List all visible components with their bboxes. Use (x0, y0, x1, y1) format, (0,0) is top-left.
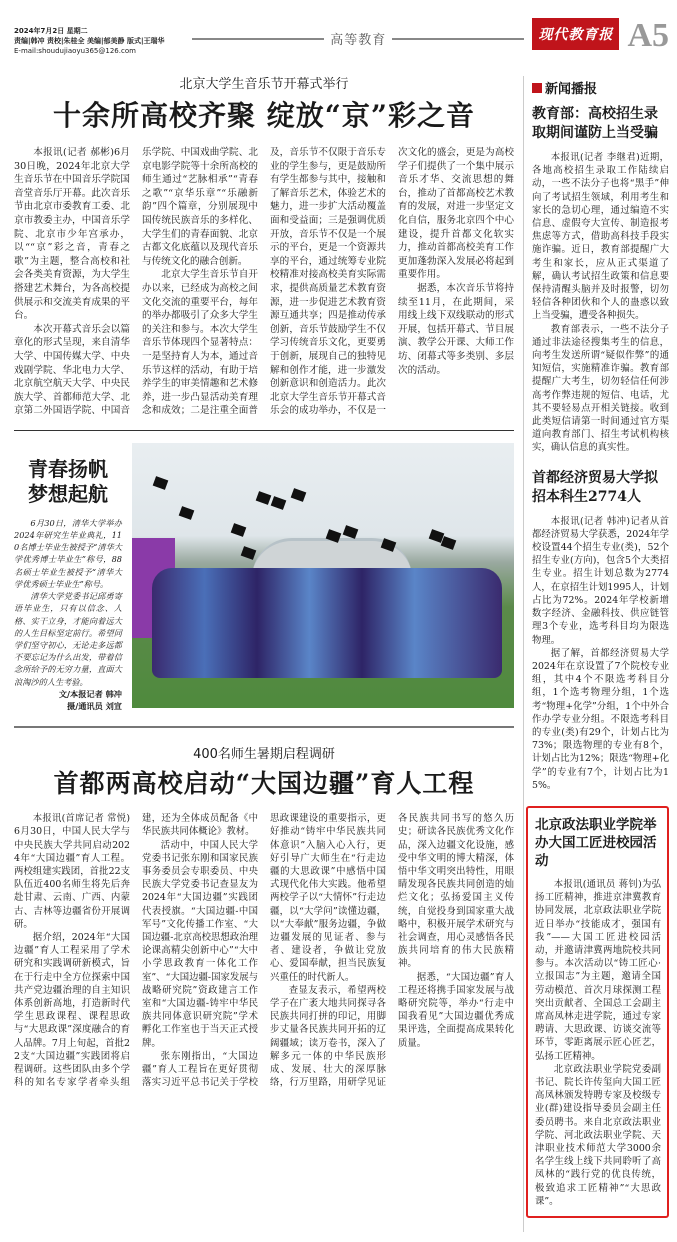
header-section-bar (192, 29, 524, 56)
contact-email: E-mail:shoudujiaoyu365@126.com (14, 47, 136, 55)
photo-story-body (14, 517, 122, 712)
header-meta (14, 26, 184, 56)
divider (14, 726, 514, 728)
page-number: A5 (627, 17, 669, 54)
red-square-icon (532, 83, 542, 93)
bottom-article-subtitle: 400名师生暑期启程调研 (193, 747, 335, 763)
divider (14, 430, 514, 431)
news-title: 首都经济贸易大学拟招本科生2774人 (532, 469, 658, 505)
photo-story-text (14, 443, 122, 712)
top-article-subtitle: 北京大学生音乐节开幕式举行 (179, 77, 349, 92)
top-article-body (14, 146, 514, 418)
paragraph: 6月30日，清华大学举办2024年研究生毕业典礼，110名博士毕业生被授予“清华大学优秀博士毕业生”称号，88名硕士毕业生被授予“清华大学优秀硕士毕业生”称号。 (14, 517, 122, 589)
paragraph: 本报讯(首席记者 常悦)6月30日，中国人民大学与中央民族大学共同启动2024年“大国边疆”育人工程。两校组建实践团，首批22支队伍近400名师生将先后奔赴甘肃、云南、广西、内蒙古、吉林等边疆省份开展调研。 (14, 813, 130, 930)
paragraph: 本报讯(记者 郝彬)6月30日晚，2024年北京大学生音乐节在中国音乐学院国音堂音乐厅开幕。此次音乐节由北京市委教育工委、北京市教委主办，中国音乐学院、北京市少年宫承办，以““京”彩之音，青春之歌”为主题，整合高校和社会各类美育资源，为大学生搭建艺术舞台，为各高校提供展示和交流美育成果的平台。 (14, 147, 130, 322)
photo-story-title (14, 457, 122, 507)
editor-credits: 责编|韩冲 责校|朱桂全 美编|郁美静 版式|王瑞华 (14, 37, 165, 45)
photo-credit-photo: 摄/通讯员 刘宣 (67, 700, 122, 711)
newspaper-logo: 现代教育报 (532, 18, 619, 50)
news-item (532, 469, 669, 792)
paragraph: 据悉，“大国边疆”育人工程还将携手国家发展与战略研究院等，举办“行走中国我看见”大国边疆优秀成果评选，全面提高成果转化质量。 (398, 971, 514, 1049)
issue-date: 2024年7月2日 星期二 (14, 27, 88, 35)
graduation-cap-icon (241, 546, 257, 560)
paragraph: 本报讯(记者 韩冲)记者从首都经济贸易大学获悉，2024年学校设置44个招生专业(类)，52个招生专业(方向)，包含5个大类招生专业。招生计划总数为2774人，在京招生计划1995人，计划占比为72%。2024年学校新增数字经济、金融科技、供应链管理3个专业，选考科目均为限选物理。 (532, 515, 669, 646)
highlighted-news-item (526, 806, 669, 1218)
news-item (532, 105, 669, 455)
graduates-group (152, 568, 502, 678)
column-label-text: 新闻播报 (545, 82, 598, 97)
graduation-cap-icon (271, 496, 287, 510)
paragraph: 张东刚指出，“大国边疆”育人工程旨在更好贯彻落实习近平总书记关于学校思政课建设的重要指示，更好推动“铸牢中华民族共同体意识”入脑入心入行，更好引导广大师生在“行走边疆的大思政课”中感悟中国式现代化伟大实践。他希望两校学子以“大情怀”行走边疆，以“大学问”读懂边疆，以“大奉献”服务边疆，争做边疆发展的见证者、参与者、建设者，争做让党放心、爱国奉献，担当民族复兴重任的时代新人。 (142, 813, 386, 1089)
graduation-cap-icon (179, 506, 195, 520)
title-line: 青春扬帆 (28, 456, 108, 481)
header-rule (192, 38, 324, 40)
photo-credit-text: 文/本报记者 韩冲 (58, 688, 122, 699)
graduation-cap-icon (231, 523, 247, 537)
paragraph: 北京政法职业学院党委副书记、院长许传玺向大国工匠高凤林颁发特聘专家及校级专业(群)建设指导委员会副主任委员聘书。来自北京政法职业学院、河北政法职业学院、天津职业技术师范大学3000余名学生线上线下共同聆听了高凤林的“践行党的优良传统，极致追求工匠精神”“大思政课”。 (535, 1063, 661, 1207)
graduation-photo (132, 443, 514, 708)
paragraph: 据了解，首都经济贸易大学2024年在京设置了7个院校专业组，其中4个不限选考科目分组，1个选考物理分组，1个选考“物理+化学”分组，1个中外合作办学专业分组。不限选考科目的专业(类)有29个，计划占比为73%；限选物理的专业有8个，计划占比为12%；限选“物理+化学”的专业有7个，计划占比为15%。 (532, 647, 669, 791)
paragraph: 据悉，本次音乐节将持续至11月，在此期间，采用线上线下双线联动的形式开展，包括开幕式、节目展演、教学公开课、大师工作坊、闭幕式等多类别、多层次的活动。 (398, 282, 514, 376)
page-layout (14, 76, 669, 1232)
paragraph: 教育部表示，一些不法分子通过非法途径搜集考生的信息，向考生发送所谓“疑似作弊”的通知短信，实施精准诈骗。教育部提醒广大考生，切勿轻信任何涉高考作弊违规的短信、电话，尤其不要轻易点开相关链接。收到此类短信请第一时间通过官方渠道向教育部门、招生考试机构核实，确认信息的真实性。 (532, 323, 669, 454)
graduation-cap-icon (291, 488, 307, 502)
news-title: 教育部：高校招生录取期间谨防上当受骗 (532, 106, 658, 141)
graduation-cap-icon (256, 491, 272, 505)
news-title: 北京政法职业学院举办大国工匠进校园活动 (535, 816, 657, 869)
graduation-cap-icon (343, 525, 359, 539)
paragraph: 本报讯(记者 李继君)近期，各地高校招生录取工作陆续启动，一些不法分子也将“黑手”伸向了考试招生领域，利用考生和家长的急切心理，通过编造不实信息、虚假夸大宣传、制造报考焦虑等方式，借助高科技手段实施诈骗。近日，教育部提醒广大考生和家长，应从正式渠道了解，确认考试招生政策和信息要保持清醒头脑并及时报警，切勿轻信各种团伙和个人的蛊惑以致上当受骗，遭受各种损失。 (532, 152, 669, 322)
page-header (14, 16, 669, 56)
paragraph: 查显友表示，希望两校学子在广袤大地共同探寻各民族共同打拼的印记，用脚步丈量各民族共同开拓的辽阔疆域；读万卷书，深入了解多元一体的中华民族形成、发展、壮大的深厚脉络，行万里路，用研学见证各民族共同书写的悠久历史；研读各民族优秀文化作品，深入边疆文化设施，感受中华文明的博大精深，体悟中华文明突出特性，用眼睛发现各民族共同创造的灿烂文化；弘扬爱国主义传统，自觉投身到国家重大战略中，积极开展学术研究与社会调查，用心灵感悟各民族共同培育的伟大民族精神。 (270, 813, 514, 1089)
paragraph: 北京大学生音乐节自开办以来，已经成为高校之间文化交流的重要平台，每年的举办都吸引了众多大学生的关注和参与。本次大学生音乐节体现四个显著特点：一是坚持育人为本，通过音乐节这样的活动，有助于培养学生的审美情趣和艺术修养，进一步凸显活动美育理念和成效；二是注重全面普及，音乐节不仅限于音乐专业的学生参与，更是鼓励所有学生都参与其中，接触和了解音乐艺术，体验艺术的魅力，进一步扩大活动覆盖面和受益面；三是强调优质开放，音乐节不仅是一个展示的平台，更是一个资源共享的平台，通过统筹专业院校精准对接高校美育实际需求，提供高质量艺术教育资源，进一步促进艺术教育资源互通共享；四是推动传承创新，音乐节鼓励学生不仅学习传统音乐文化，更要勇于创新，展现自己的独特见解和创作才能，进一步激发创新意识和创造活力。此次北京大学生音乐节开幕式音乐会的成功举办，不仅是一次文化的盛会，更是为高校学子们提供了一个集中展示音乐才华、交流思想的舞台，推动了首都高校艺术教育的发展，对进一步坚定文化自信，服务北京四个中心建设，提升首都文化软实力，推动首都高校美育工作更加蓬勃深入发展必将起到重要作用。 (142, 147, 514, 417)
graduation-cap-icon (441, 536, 457, 550)
bottom-article-headline: 首都两高校启动“大国边疆”育人工程 (53, 769, 475, 799)
main-column (14, 76, 514, 1232)
photo-story (14, 443, 514, 712)
section-title: 高等教育 (330, 33, 387, 48)
paragraph: 据介绍，2024年“大国边疆”育人工程采用了学术研究和实践调研新模式，旨在于行走中全方位探索中国共产党边疆治理的自主知识体系创新高地，打造新时代学生思政课程、课程思政与“大思政课”深度融合的育人品牌。7月上旬起，首批22支“大国边疆”实践团将启程调研。这些团队由多个学科的知名专家学者牵头组建，还为全体成员配备《中华民族共同体概论》教材。 (14, 813, 258, 1089)
news-column-label (532, 78, 669, 97)
news-sidebar (523, 76, 669, 1232)
title-line: 梦想起航 (28, 481, 108, 506)
paragraph: 本次开幕式音乐会以篇章化的形式呈现，来自清华大学、中国传媒大学、中央戏剧学院、华北电力大学、北京航空航天大学、中央民族大学、首都师范大学、北京第二外国语学院、中国音乐学院、中国戏曲学院、北京电影学院等十余所高校的师生通过“艺脉相承”“青春之歌”“京华乐章”“乐融新韵”四个篇章，分别展现中国传统民族音乐的多样化、大学生们的青春面貌、北京古都文化底蕴以及现代音乐与传统文化的融合创新。 (14, 147, 258, 417)
paragraph: 活动中，中国人民大学党委书记张东刚和国家民族事务委员会专职委员、中央民族大学党委书记查显友为2024年“大国边疆”实践团代表授旗。“大国边疆-中国军号”文化传播工作室、“大国边疆-北京高校思想政治理论课高精尖创新中心”“大中小学思政教育一体化工作室”、“大国边疆-国家发展与战略研究院”资政建言工作室和“大国边疆-铸牢中华民族共同体意识研究院”学术孵化工作室也于当天正式授牌。 (142, 839, 258, 1049)
bottom-article-body (14, 812, 514, 1089)
top-article-headline: 十余所高校齐聚 绽放“京”彩之音 (53, 99, 475, 132)
header-rule (392, 38, 524, 40)
paragraph: 清华大学党委书记邱勇寄语毕业生，只有以信念、人格、实干立身，才能向着远大的人生目标坚定前行。希望同学们坚守初心，无论走多远都不要忘记为什么出发，带着信念所给予的无穷力量，直面大浪淘沙的人生考验。 (14, 591, 122, 687)
paragraph: 本报讯(通讯员 蒋钊)为弘扬工匠精神，推进京津冀教育协同发展，北京政法职业学院近日举办“技能成才，强国有我”——大国工匠进校园活动，并邀请津冀两地院校共同参与。本次活动以“铸工匠心·立报国志”为主题，邀请全国劳动模范、首次月球探测工程突出贡献者、全国总工会副主席高凤林走进学院，通过专家聘请、大思政课、访谈交流等环节，零距离展示匠心匠艺，弘扬工匠精神。 (535, 878, 661, 1062)
graduation-cap-icon (153, 476, 169, 490)
